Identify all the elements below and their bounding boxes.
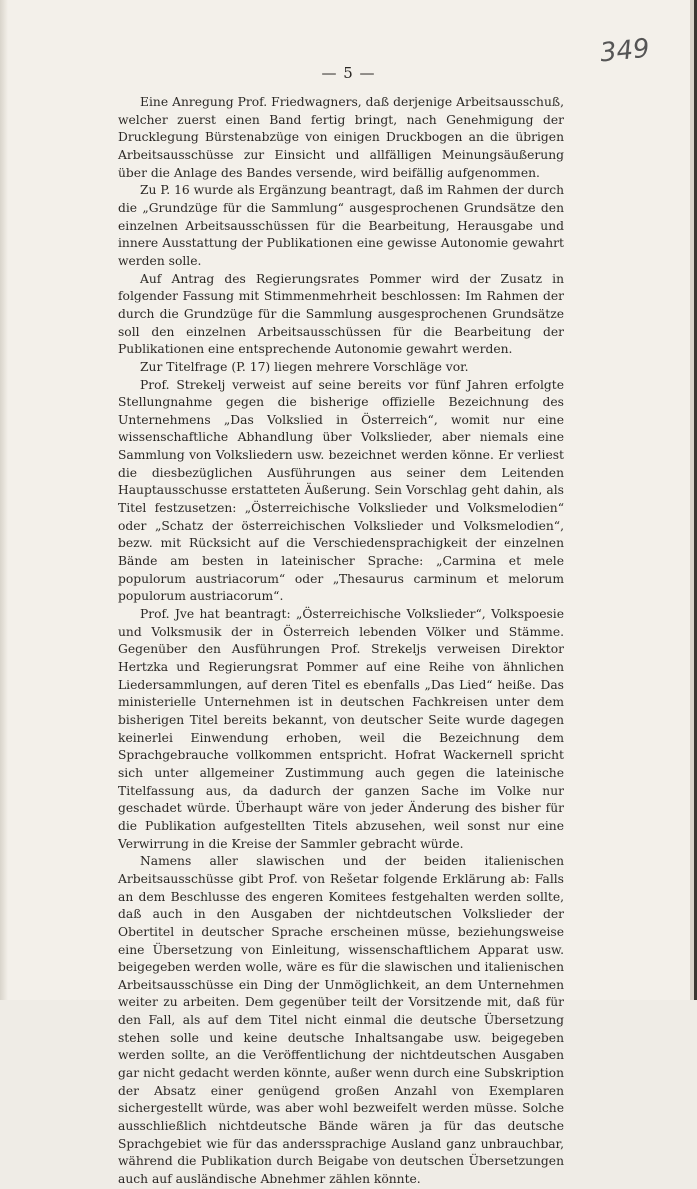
paragraph: Eine Anregung Prof. Friedwagners, daß derjenige Arbeitsausschuß, welcher zuerst einen Band fertig bringt, nach Genehmigung der Drucklegung Bürstenabzüge von einigen Druckbogen an die übrigen Arbeitsausschüsse zur Einsicht und allfälligen Meinungsäußerung über die Anlage des Bandes versende, wird beifällig aufgenommen. xyxy=(118,95,564,180)
paragraph: Auf Antrag des Regierungsrates Pommer wird der Zusatz in folgender Fassung mit Stimmenmehrheit beschlossen: Im Rahmen der durch die Grundzüge für die Sammlung ausgesprochenen Grundsätze soll den einzelnen Arbeitsausschüssen für die Bearbeitung der Publikationen eine entsprechende Autonomie gewahrt werden. xyxy=(118,271,564,357)
paragraph: Prof. Jve hat beantragt: „Österreichische Volkslieder“, Volkspoesie und Volksmusik der in Österreich lebenden Völker und Stämme. Gegenüber den Ausführungen Prof. Strekeljs verweisen Direktor Hertzka und Regierungsrat Pommer auf eine Reihe von ähnlichen Liedersammlungen, auf deren Titel es ebenfalls „Das Lied“ heiße. Das ministerielle Unternehmen ist in deutschen Fachkreisen unter dem bisherigen Titel bereits bekannt, von deutscher Seite wurde dagegen keinerlei Einwendung erhoben, weil die Bezeichnung dem Sprachgebrauche vollkommen entspricht. Hofrat Wackernell spricht sich unter allgemeiner Zustimmung auch gegen die lateinische Titelfassung aus, da dadurch der ganzen Sache im Volke nur geschadet würde. Überhaupt wäre von jeder Änderung des bisher für die Publikation aufgestellten Titels abzusehen, weil sonst nur eine Verwirrung in die Kreise der Sammler gebracht würde. xyxy=(118,607,564,851)
paragraph: Zur Titelfrage (P. 17) liegen mehrere Vorschläge vor. xyxy=(140,359,469,374)
page-edge-left xyxy=(0,0,8,1000)
paragraph: Namens aller slawischen und der beiden italienischen Arbeitsausschüsse gibt Prof. von Rešetar folgende Erklärung ab: Falls an dem Beschlusse des engeren Komitees festgehalten werden sollte, daß auch in den Ausgaben der nichtdeutschen Volkslieder der Obertitel in deutscher Sprache erscheinen müsse, beziehungsweise eine Übersetzung von Einleitung, wissenschaftlichem Apparat usw. beigegeben werden wolle, wäre es für die slawischen und italienischen Arbeitsausschüsse ein Ding der Unmöglichkeit, an dem Unternehmen weiter zu arbeiten. Dem gegenüber teilt der Vorsitzende mit, daß für den Fall, als auf dem Titel nicht einmal die deutsche Übersetzung stehen solle und keine deutsche Inhaltsangabe usw. beigegeben werden sollte, an die Veröffentlichung der nichtdeutschen Ausgaben gar nicht gedacht werden könnte, außer wenn durch eine Subskription der Absatz einer genügend großen Anzahl von Exemplaren sichergestellt würde, was aber wohl bezweifelt werden müsse. Solche ausschließlich nichtdeutsche Bände wären ja für das deutsche Sprachgebiet wie für das anderssprachige Ausland ganz unbrauchbar, während die Publikation durch Beigabe von deutschen Übersetzungen auch auf ausländische Abnehmer zählen könnte. xyxy=(118,854,564,1187)
paragraph: Zu P. 16 wurde als Ergänzung beantragt, daß im Rahmen der durch die „Grundzüge für die Sammlung“ ausgesprochenen Grundsätze den einzelnen Arbeitsausschüssen für die Bearbeitung, Herausgabe und innere Ausstattung der Publikationen eine gewisse Autonomie gewahrt werden solle. xyxy=(118,183,564,268)
handwritten-archive-number: 349 xyxy=(598,33,652,69)
body-text xyxy=(118,94,564,1189)
page-number: — 5 — xyxy=(321,64,376,82)
paragraph: Prof. Strekelj verweist auf seine bereits vor fünf Jahren erfolgte Stellungnahme gegen die bisherige offizielle Bezeichnung des Unternehmens „Das Volkslied in Österreich“, womit nur eine wissenschaftliche Abhandlung über Volkslieder, aber niemals eine Sammlung von Volksliedern usw. bezeichnet werden könne. Er verliest die diesbezüglichen Ausführungen aus seiner dem Leitenden Hauptausschusse erstatteten Äußerung. Sein Vorschlag geht dahin, als Titel festzusetzen: „Österreichische Volkslieder und Volksmelodien“ oder „Schatz der österreichischen Volkslieder und Volksmelodien“, bezw. mit Rücksicht auf die Verschiedensprachigkeit der einzelnen Bände am besten in lateinischer Sprache: „Carmina et mele populorum austriacorum“ oder „Thesaurus carminum et melorum populorum austriacorum“. xyxy=(118,377,564,604)
